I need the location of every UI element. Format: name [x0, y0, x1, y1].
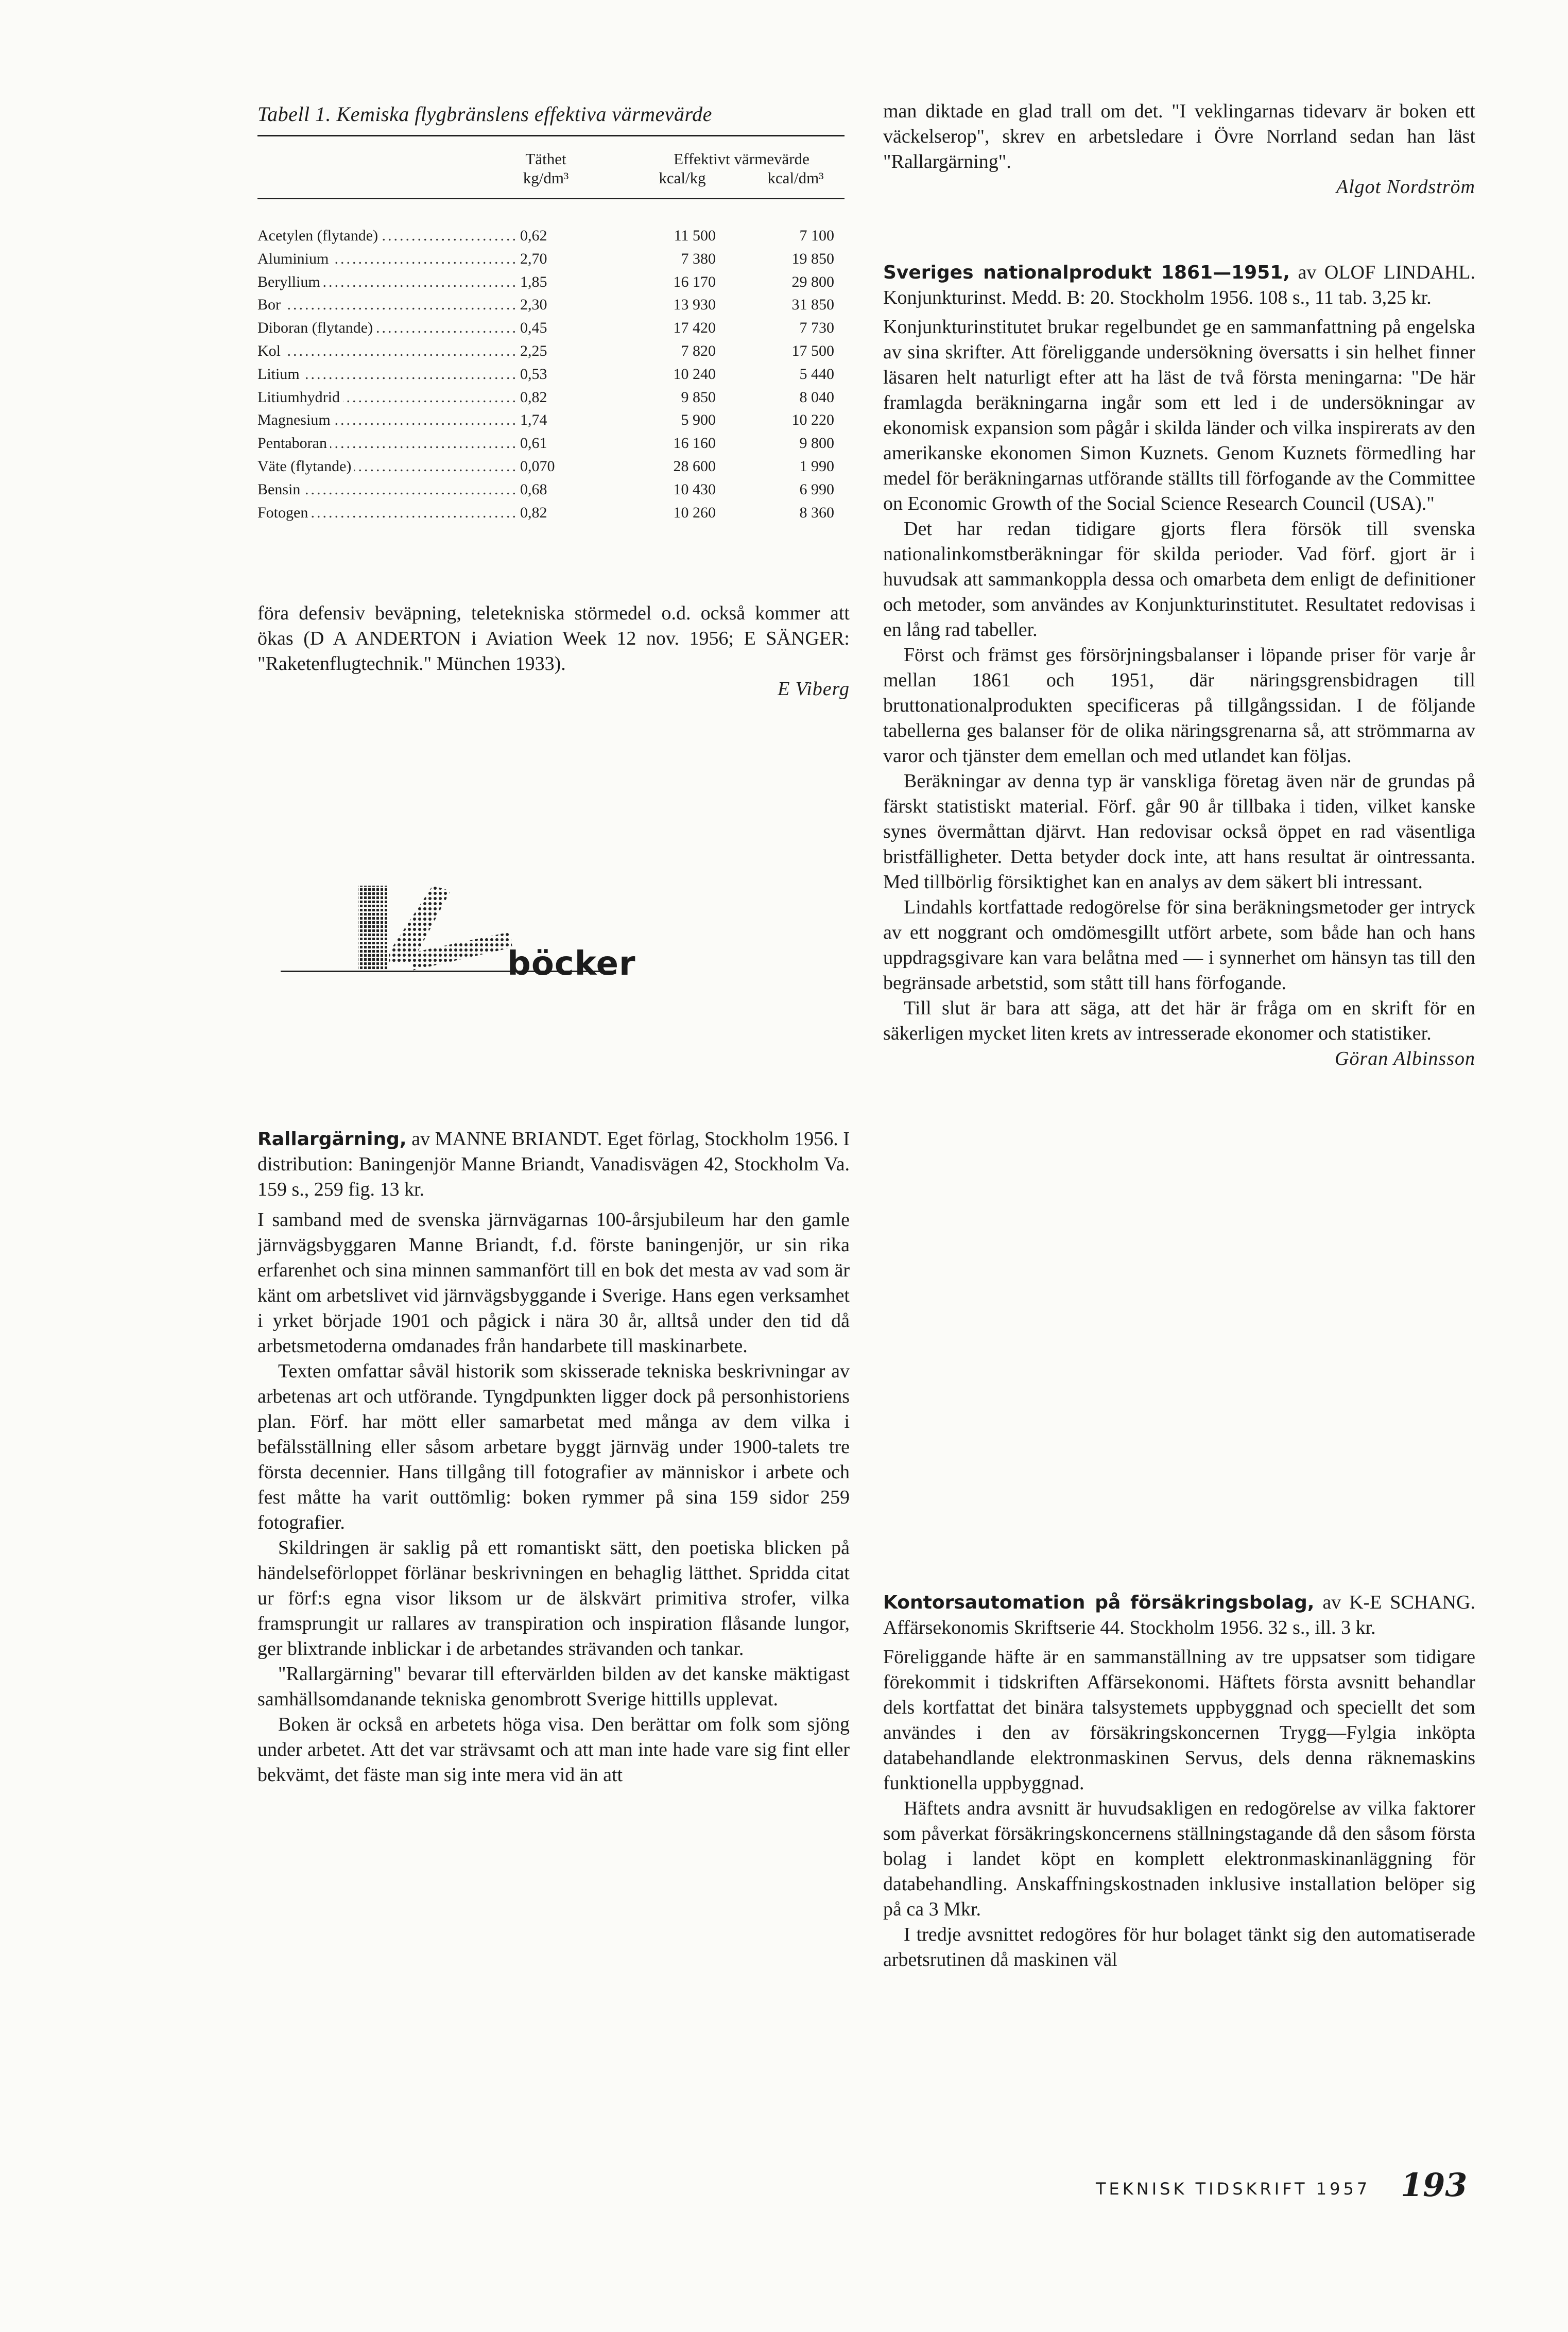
table-row	[257, 432, 845, 455]
table-cell-density: 0,53	[520, 365, 547, 383]
table-cell-name-text: Aluminium	[257, 250, 332, 267]
review-kontorsautomation-title: Kontorsautomation på försäkringsbolag,	[883, 1592, 1315, 1613]
review-rallargarning-p4: "Rallargärning" bevarar till eftervärlden bilden av det kanske mäktigast samhällsomdanande tekniska genombrott Sverige hittills upplevat.	[257, 1663, 850, 1710]
table-rule-top	[257, 135, 845, 136]
table-cell-kcal-kg: 13 930	[673, 296, 716, 314]
table-cell-kcal-dm3: 5 440	[799, 365, 834, 383]
table-cell-kcal-kg: 17 420	[673, 319, 716, 337]
table-cell-name-text: Litiumhydrid	[257, 389, 343, 406]
right-continuation-signature: Algot Nordström	[1336, 176, 1475, 198]
table-cell-name	[257, 293, 515, 316]
review-nationalprodukt-biblio: av OLOF LINDAHL. Konjunkturinst. Medd. B: 20. Stockholm 1956. 108 s., 11 tab. 3,25 kr.	[883, 262, 1476, 308]
review-nationalprodukt-bib	[883, 260, 1475, 310]
review-rallargarning	[257, 1127, 850, 1788]
table-cell-kcal-dm3: 10 220	[791, 411, 834, 429]
left-continuation-text: föra defensiv beväpning, teletekniska störmedel o.d. också kommer att ökas (D A ANDERTON i Aviation Week 12 nov. 1956; E SÄNGER: "Raketenflugtechnik." München 1933).	[257, 602, 850, 675]
review-nationalprodukt-p4: Beräkningar av denna typ är vanskliga företag även när de grundas på färskt statistiskt material. Förf. går 90 år tillbaka i tiden, vilket kanske synes övermåttan djärvt. Han redovisar också öppet en rad väsentliga bristfälligheter. Detta betyder dock inte, att hans resultat är ointressanta. Med tillbörlig försiktighet kan en analys av dem säkert bli intressant.	[883, 770, 1475, 893]
table-cell-density: 0,45	[520, 319, 547, 337]
table-cell-name	[257, 340, 515, 362]
table-cell-kcal-kg: 16 170	[673, 273, 716, 290]
table-cell-kcal-kg: 7 380	[681, 250, 716, 267]
review-kontorsautomation-bib	[883, 1590, 1475, 1640]
table-row	[257, 224, 845, 247]
table-cell-kcal-dm3: 6 990	[799, 480, 834, 498]
review-nationalprodukt-p2: Det har redan tidigare gjorts flera försök till svenska nationalinkomstberäkningar för skilda perioder. Vad förf. gjort är i huvudsak att sammankoppla dessa och omarbeta dem enligt de definitioner och metoder, som användes av Konjunkturinstitutet. Resultatet redovisas i en lång rad tabeller.	[883, 518, 1475, 641]
books-logo-graphic	[355, 875, 525, 999]
table-cell-name	[257, 363, 515, 386]
table-cell-kcal-dm3: 9 800	[799, 435, 834, 452]
table-cell-kcal-dm3: 7 730	[799, 319, 834, 337]
review-rallargarning-p2: Texten omfattar såväl historik som skisserade tekniska beskrivningar av arbetenas art och utförande. Tyngdpunkten ligger dock på personhistoriens plan. Förf. har mött eller samarbetat med många av dem vilka i befälsställning eller såsom arbetare byggt järnväg under 1900-talets tre första decennier. Hans tillgång till fotografier av människor i arbete och fest måtte ha varit outtömlig: boken rymmer på sina 159 sidor 259 fotografier.	[257, 1360, 850, 1533]
table-cell-name	[257, 248, 515, 270]
table-cell-density: 0,61	[520, 435, 547, 452]
table-row	[257, 386, 845, 409]
table-cell-kcal-dm3: 7 100	[799, 227, 834, 244]
table-cell-density: 2,30	[520, 296, 547, 314]
table-cell-density: 0,62	[520, 227, 547, 244]
table-cell-name	[257, 409, 515, 431]
table-cell-kcal-dm3: 17 500	[791, 342, 834, 359]
table-cell-kcal-kg: 11 500	[674, 227, 716, 244]
review-kontorsautomation-p3: I tredje avsnittet redogöres för hur bolaget tänkt sig den automatiserade arbetsrutinen då maskinen väl	[883, 1924, 1475, 1971]
table-cell-name-text: Kol	[257, 342, 284, 359]
table-cell-kcal-dm3: 1 990	[799, 458, 834, 475]
table-cell-density: 0,68	[520, 480, 547, 498]
review-rallargarning-p1: I samband med de svenska järnvägarnas 100-årsjubileum har den gamle järnvägsbyggaren Manne Briandt, f.d. förste baningenjör, ur sin rika erfarenhet och sina minnen sammanfört till en bok det mesta av vad som är känt om arbetslivet vid järnvägsbyggande i Sverige. Hans egen verksamhet i yrket började 1901 och pågick i nära 30 år, alltså under den tid då arbetsmetoderna omdanades från handarbete till maskinarbete.	[257, 1209, 850, 1357]
table-cell-kcal-dm3: 29 800	[791, 273, 834, 290]
review-kontorsautomation-biblio: av K-E SCHANG. Affärsekonomis Skriftserie 44. Stockholm 1956. 32 s., ill. 3 kr.	[883, 1592, 1475, 1638]
table-cell-name-text: Beryllium	[257, 273, 323, 290]
review-nationalprodukt-p5: Lindahls kortfattade redogörelse för sina beräkningsmetoder ger intryck av ett noggrant och omdömesgillt utfört arbete, som både han och hans uppdragsgivare kan vara belåtna med — i synnerhet om hänsyn tas till den begränsade arbetstid, som stått till hans förfogande.	[883, 896, 1475, 994]
review-kontorsautomation-p2: Häftets andra avsnitt är huvudsakligen en redogörelse av vilka faktorer som påverkat försäkringskoncernens ställningstagande då den såsom första bolag i landet köpt en komplett elektronmaskinanläggning för databehandling. Anskaffningskostnaden inklusive installation belöper sig på ca 3 Mkr.	[883, 1798, 1475, 1920]
table-cell-kcal-kg: 10 260	[673, 504, 716, 521]
table-cell-name-text: Magnesium	[257, 411, 334, 428]
right-continuation	[883, 99, 1475, 200]
table-cell-kcal-kg: 10 240	[673, 365, 716, 383]
review-rallargarning-biblio: av MANNE BRIANDT. Eget förlag, Stockholm 1956. I distribution: Baningenjör Manne Briandt, Vanadisvägen 42, Stockholm Va. 159 s., 259 fig. 13 kr.	[257, 1128, 850, 1200]
table-cell-name-text: Bor	[257, 296, 284, 313]
table-cell-name-text: Acetylen (flytande)	[257, 227, 381, 244]
table-row	[257, 363, 845, 386]
table-row	[257, 317, 845, 339]
books-logo-word: böcker	[507, 945, 636, 983]
table-head-density: Täthet kg/dm³	[523, 150, 569, 187]
left-continuation-signature: E Viberg	[778, 678, 850, 700]
table-cell-name	[257, 271, 515, 293]
table-cell-name	[257, 317, 515, 339]
review-rallargarning-p5: Boken är också en arbetets höga visa. Den berättar om folk som sjöng under arbetet. Att det var strävsamt och att man inte hade vare sig fint eller bekvämt, det fäste man sig inte mera vid än att	[257, 1714, 850, 1786]
table-cell-kcal-kg: 7 820	[681, 342, 716, 359]
review-nationalprodukt	[883, 260, 1475, 1072]
table-cell-name	[257, 224, 515, 247]
table-row	[257, 271, 845, 293]
table-row	[257, 293, 845, 316]
table-head-heat: Effektivt värmevärde	[674, 150, 809, 168]
review-nationalprodukt-p1: Konjunkturinstitutet brukar regelbundet ge en sammanfattning på engelska av sina skrifter. Att föreliggande undersökning översatts i sin helhet finner läsaren helt naturligt efter att ha läst de två första meningarna: "De här framlagda beräkningarna ingår som ett led i de undersökningar av ekonomisk expansion som pågår i skilda länder och vilka inspirerats av den amerikanske ekonomen Simon Kuznets. Genom Kuznets förmedling har medel för beräkningarnas utförande ställts till förfogande av the Committee on Economic Growth of the Social Science Research Council (USA)."	[883, 316, 1475, 514]
right-continuation-text: man diktade en glad trall om det. "I veklingarnas tidevarv är boken ett väckelserop", skrev en arbetsledare i Övre Norrland sedan han läst "Rallargärning".	[883, 100, 1475, 172]
table-cell-density: 1,74	[520, 411, 547, 429]
left-continuation	[257, 601, 850, 702]
table-cell-name	[257, 502, 515, 524]
table-rule-head	[257, 198, 845, 199]
table-cell-name	[257, 432, 515, 455]
table-cell-name	[257, 386, 515, 409]
table-cell-name	[257, 478, 515, 501]
footer-page-number: 193	[1401, 2166, 1468, 2204]
review-kontorsautomation-p1: Föreliggande häfte är en sammanställning av tre uppsatser som tidigare förekommit i tidskriften Affärsekonomi. Häftets första avsnitt behandlar dels kortfattat det binära talsystemets uppbyggnad och speciellt det som användes i den av försäkringskoncernen Trygg—Fylgia inköpta databehandlande elektronmaskinen Servus, dels denna räknemaskins funktionella uppbyggnad.	[883, 1646, 1475, 1794]
table-row	[257, 455, 845, 478]
review-nationalprodukt-p6: Till slut är bara att säga, att det här är fråga om en skrift för en säkerligen mycket liten krets av intresserade ekonomer och statistiker.	[883, 997, 1475, 1044]
table-row	[257, 248, 845, 270]
table-cell-name-text: Diboran (flytande)	[257, 319, 376, 336]
table-cell-kcal-dm3: 8 360	[799, 504, 834, 521]
table-cell-name	[257, 455, 515, 478]
table-head-kcal-dm3: kcal/dm³	[767, 169, 824, 187]
table-row	[257, 478, 845, 501]
table-cell-name-text: Bensin	[257, 481, 303, 498]
review-rallargarning-bib	[257, 1127, 850, 1202]
table-cell-name-text: Pentaboran	[257, 435, 330, 452]
table-cell-density: 0,82	[520, 504, 547, 521]
review-nationalprodukt-p3: Först och främst ges försörjningsbalanser i löpande priser för varje år mellan 1861 och 1951, där näringsgrensbidragen till bruttonationalprodukten specificeras på tillgångssidan. I de följande tabellerna ges balanser för de olika näringsgrenarna så, att strömmarna av varor och tjänster dem emellan och med utlandet kan följas.	[883, 644, 1475, 767]
table-row	[257, 340, 845, 362]
table-cell-kcal-kg: 28 600	[673, 458, 716, 475]
table-cell-name-text: Fotogen	[257, 504, 311, 521]
table-cell-name-text: Litium	[257, 366, 303, 383]
table-cell-kcal-kg: 16 160	[673, 435, 716, 452]
table-cell-kcal-dm3: 8 040	[799, 388, 834, 406]
review-nationalprodukt-signature: Göran Albinsson	[1335, 1048, 1475, 1069]
table-row	[257, 502, 845, 524]
table-row	[257, 409, 845, 431]
footer-journal: TEKNISK TIDSKRIFT 1957	[1096, 2179, 1371, 2199]
review-rallargarning-p3: Skildringen är saklig på ett romantiskt sätt, den poetiska blicken på händelseförloppet förlänar beskrivningen en behaglig lätthet. Spridda citat ur förf:s egna visor liksom ur de älskvärt primitiva strofer, vilka framsprungit ur rallares av transpiration och inspiration flåsande lungor, ger blixtrande inblickar i de arbetandes strävanden och tankar.	[257, 1537, 850, 1660]
table-cell-density: 2,25	[520, 342, 547, 359]
table-cell-kcal-kg: 9 850	[681, 388, 716, 406]
table-cell-density: 2,70	[520, 250, 547, 267]
table-cell-density: 0,82	[520, 388, 547, 406]
table-title: Tabell 1. Kemiska flygbränslens effektiva värmevärde	[257, 102, 712, 126]
table-cell-kcal-kg: 5 900	[681, 411, 716, 429]
table-cell-density: 1,85	[520, 273, 547, 290]
table-head-kcal-kg: kcal/kg	[659, 169, 706, 187]
table-cell-kcal-dm3: 31 850	[791, 296, 834, 314]
table-cell-kcal-dm3: 19 850	[791, 250, 834, 267]
review-rallargarning-title: Rallargärning,	[257, 1129, 407, 1150]
table-cell-density: 0,070	[520, 458, 555, 475]
review-kontorsautomation	[883, 1590, 1475, 1973]
table-cell-name-text: Väte (flytande)	[257, 458, 354, 475]
review-nationalprodukt-title: Sveriges nationalprodukt 1861—1951,	[883, 262, 1290, 283]
table-cell-kcal-kg: 10 430	[673, 480, 716, 498]
